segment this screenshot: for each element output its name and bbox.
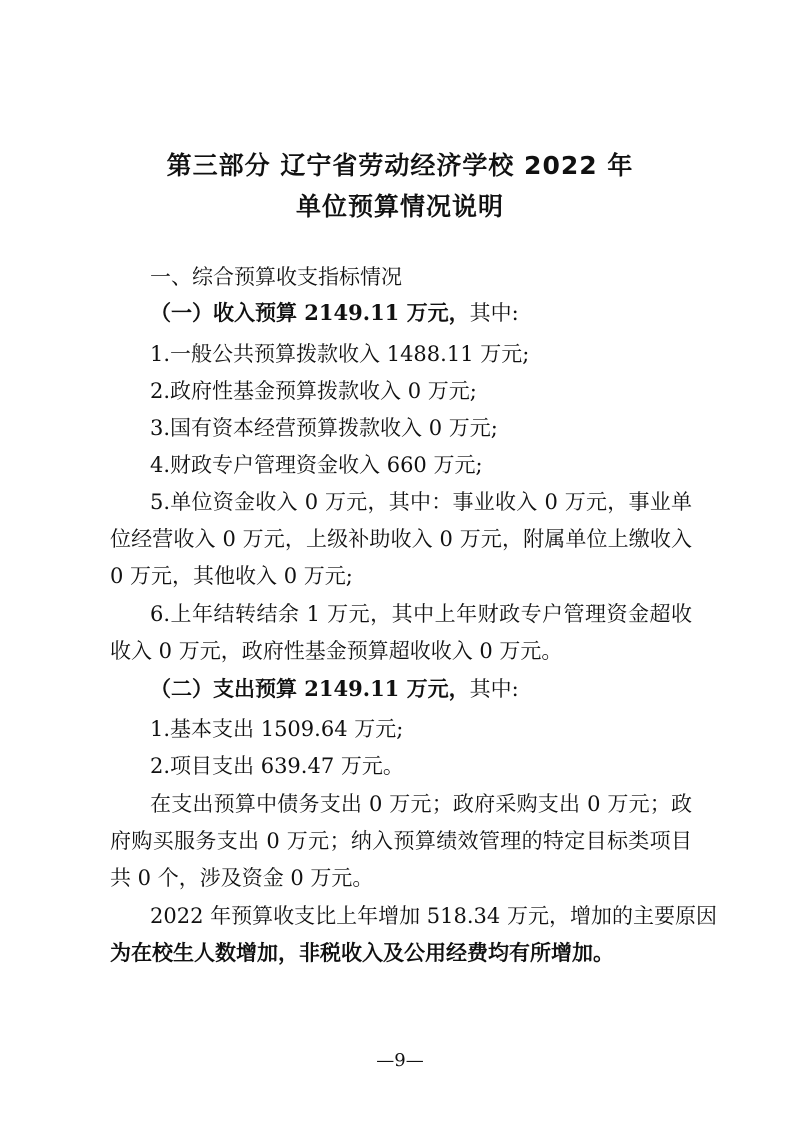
income-heading-bold: （一）收入预算 2149.11 万元， bbox=[150, 300, 470, 325]
income-item-5-line-2: 位经营收入 0 万元，上级补助收入 0 万元，附属单位上缴收入 bbox=[110, 527, 692, 551]
document-title-line-1: 第三部分 辽宁省劳动经济学校 2022 年 bbox=[166, 151, 634, 180]
income-item-2: 2.政府性基金预算拨款收入 0 万元; bbox=[150, 379, 477, 403]
summary-line-1: 2022 年预算收支比上年增加 518.34 万元，增加的主要原因 bbox=[150, 904, 717, 928]
income-item-6-line-1: 6.上年结转结余 1 万元，其中上年财政专户管理资金超收 bbox=[150, 602, 692, 626]
expense-heading-bold: （二）支出预算 2149.11 万元， bbox=[150, 676, 470, 701]
document-title-line-2: 单位预算情况说明 bbox=[295, 192, 504, 221]
expense-heading bbox=[150, 675, 519, 703]
income-heading-tail: 其中: bbox=[469, 301, 519, 325]
expense-heading-tail: 其中: bbox=[469, 677, 519, 701]
income-item-5-line-3: 0 万元，其他收入 0 万元; bbox=[110, 564, 353, 588]
income-item-1: 1.一般公共预算拨款收入 1488.11 万元; bbox=[150, 342, 530, 366]
income-item-5-line-1: 5.单位资金收入 0 万元，其中：事业收入 0 万元，事业单 bbox=[150, 490, 692, 514]
expense-note-line-1: 在支出预算中债务支出 0 万元；政府采购支出 0 万元；政 bbox=[150, 792, 692, 816]
income-heading bbox=[150, 299, 519, 327]
expense-item-2: 2.项目支出 639.47 万元。 bbox=[150, 754, 404, 778]
income-item-3: 3.国有资本经营预算拨款收入 0 万元; bbox=[150, 416, 498, 440]
income-item-4: 4.财政专户管理资金收入 660 万元; bbox=[150, 453, 483, 477]
expense-note-line-2: 府购买服务支出 0 万元；纳入预算绩效管理的特定目标类项目 bbox=[110, 829, 692, 853]
expense-note-line-3: 共 0 个，涉及资金 0 万元。 bbox=[110, 866, 374, 890]
income-item-6-line-2: 收入 0 万元，政府性基金预算超收收入 0 万元。 bbox=[110, 639, 563, 663]
section-heading: 一、综合预算收支指标情况 bbox=[150, 265, 402, 289]
summary-line-2: 为在校生人数增加，非税收入及公用经费均有所增加。 bbox=[110, 941, 614, 965]
expense-item-1: 1.基本支出 1509.64 万元; bbox=[150, 717, 404, 741]
page-number: —9— bbox=[376, 1050, 424, 1071]
